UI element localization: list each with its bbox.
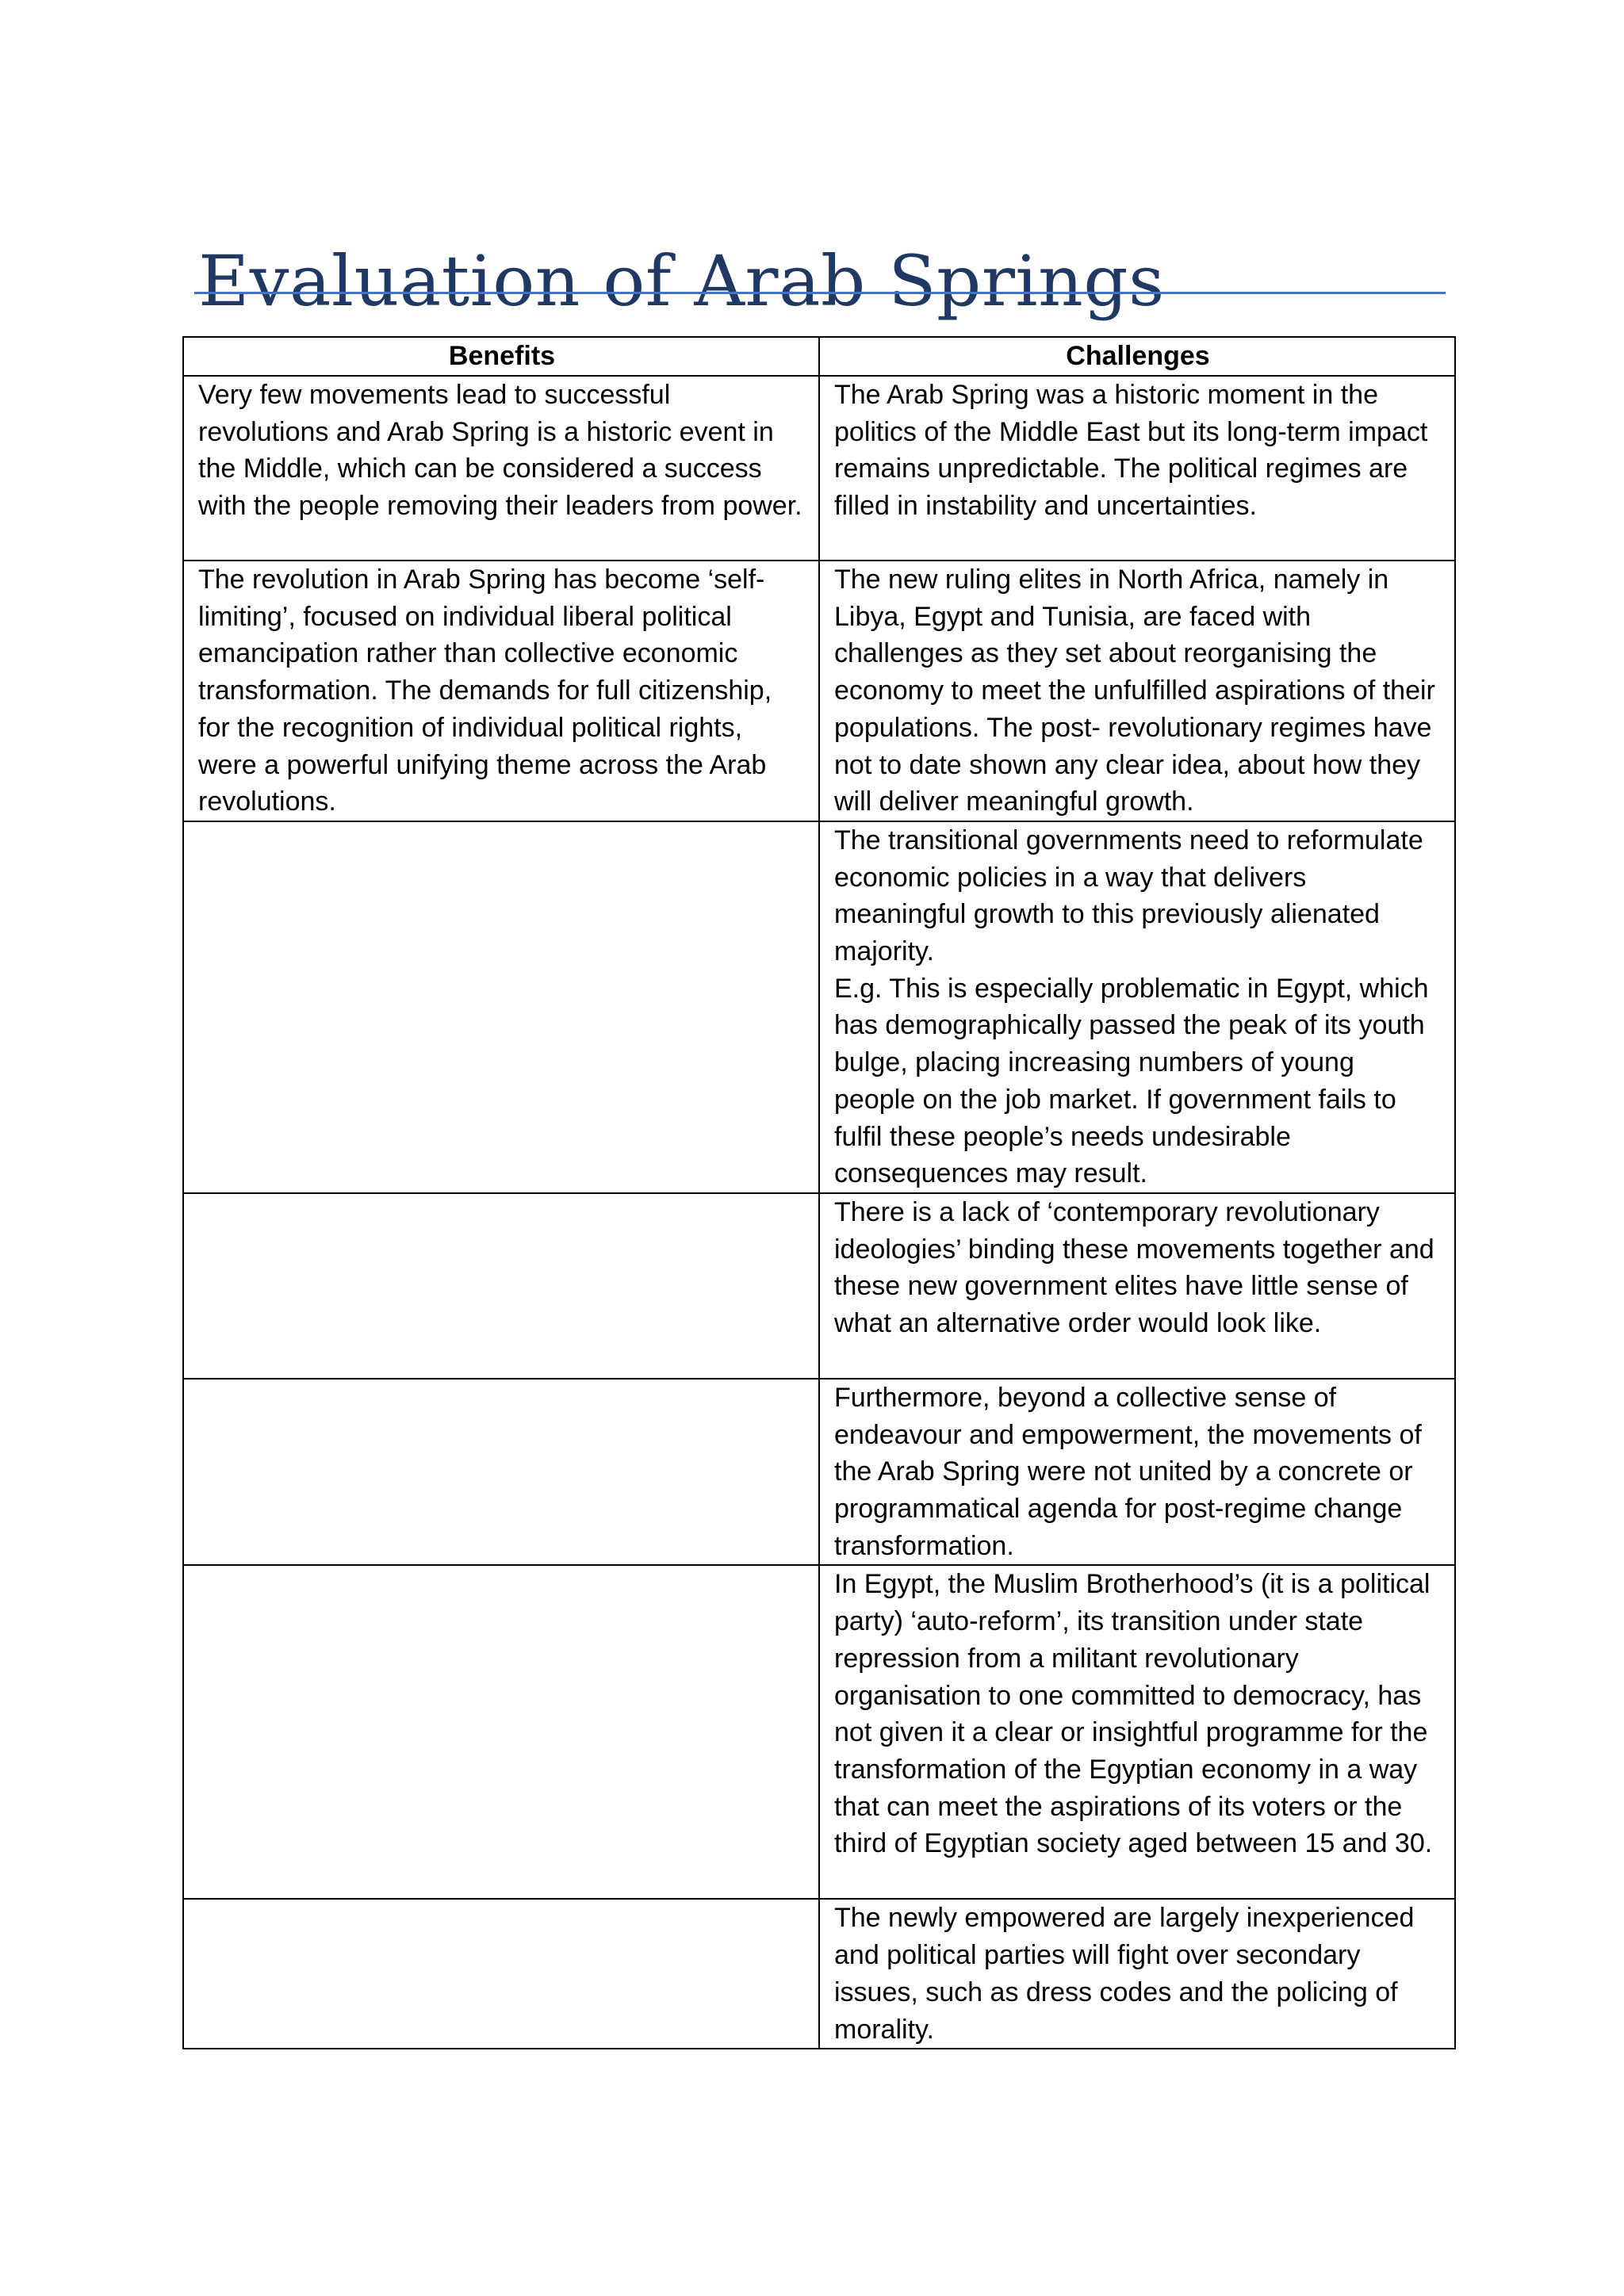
table-row <box>183 561 1455 821</box>
benefit-cell: The revolution in Arab Spring has become ‘self-limiting’, focused on individual liberal political emancipation rather than collective economic transformation. The demands for full citizenship, for the recognition of individual political rights, were a powerful unifying theme across the Arab revolutions. <box>183 561 819 821</box>
challenge-text: The transitional governments need to reformulate economic policies in a way that delivers meaningful growth to this previously alienated majority. <box>834 825 1423 967</box>
benefit-cell <box>183 1899 819 2049</box>
challenge-cell: The Arab Spring was a historic moment in the politics of the Middle East but its long-term impact remains unpredictable. The political regimes are filled in instability and uncertainties. <box>819 376 1455 561</box>
benefit-cell <box>183 1193 819 1379</box>
table-row <box>183 1565 1455 1899</box>
title-underline <box>194 292 1446 294</box>
table-row <box>183 1193 1455 1379</box>
challenge-cell: In Egypt, the Muslim Brotherhood’s (it is a political party) ‘auto-reform’, its transition under state repression from a militant revolutionary organisation to one committed to democracy, has not given it a clear or insightful programme for the transformation of the Egyptian economy in a way that can meet the aspirations of its voters or the third of Egyptian society aged between 15 and 30. <box>819 1565 1455 1899</box>
header-challenges: Challenges <box>819 337 1455 376</box>
evaluation-table <box>182 336 1456 2049</box>
challenge-cell: Furthermore, beyond a collective sense of endeavour and empowerment, the movements of the Arab Spring were not united by a concrete or programmatical agenda for post-regime change transformation. <box>819 1379 1455 1566</box>
challenge-cell: The newly empowered are largely inexperienced and political parties will fight over secondary issues, such as dress codes and the policing of morality. <box>819 1899 1455 2049</box>
benefit-cell: Very few movements lead to successful revolutions and Arab Spring is a historic event in the Middle, which can be considered a success with the people removing their leaders from power. <box>183 376 819 561</box>
challenge-cell: There is a lack of ‘contemporary revolutionary ideologies’ binding these movements together and these new government elites have little sense of what an alternative order would look like. <box>819 1193 1455 1379</box>
challenge-cell: The new ruling elites in North Africa, namely in Libya, Egypt and Tunisia, are faced with challenges as they set about reorganising the economy to meet the unfulfilled aspirations of their populations. The post- revolutionary regimes have not to date shown any clear idea, about how they will deliver meaningful growth. <box>819 561 1455 821</box>
benefit-cell <box>183 1565 819 1899</box>
table-row <box>183 376 1455 561</box>
table-row <box>183 1379 1455 1566</box>
page-title: Evaluation of Arab Springs <box>198 239 1165 322</box>
table-row <box>183 1899 1455 2049</box>
table-header-row <box>183 337 1455 376</box>
table-row <box>183 821 1455 1193</box>
header-benefits: Benefits <box>183 337 819 376</box>
benefit-cell <box>183 1379 819 1566</box>
challenge-example-text: E.g. This is especially problematic in Egypt, which has demographically passed the peak of its youth bulge, placing increasing numbers of young people on the job market. If government fails to fulfil these people’s needs undesirable consequences may result. <box>834 973 1429 1189</box>
benefit-cell <box>183 821 819 1193</box>
challenge-cell <box>819 821 1455 1193</box>
